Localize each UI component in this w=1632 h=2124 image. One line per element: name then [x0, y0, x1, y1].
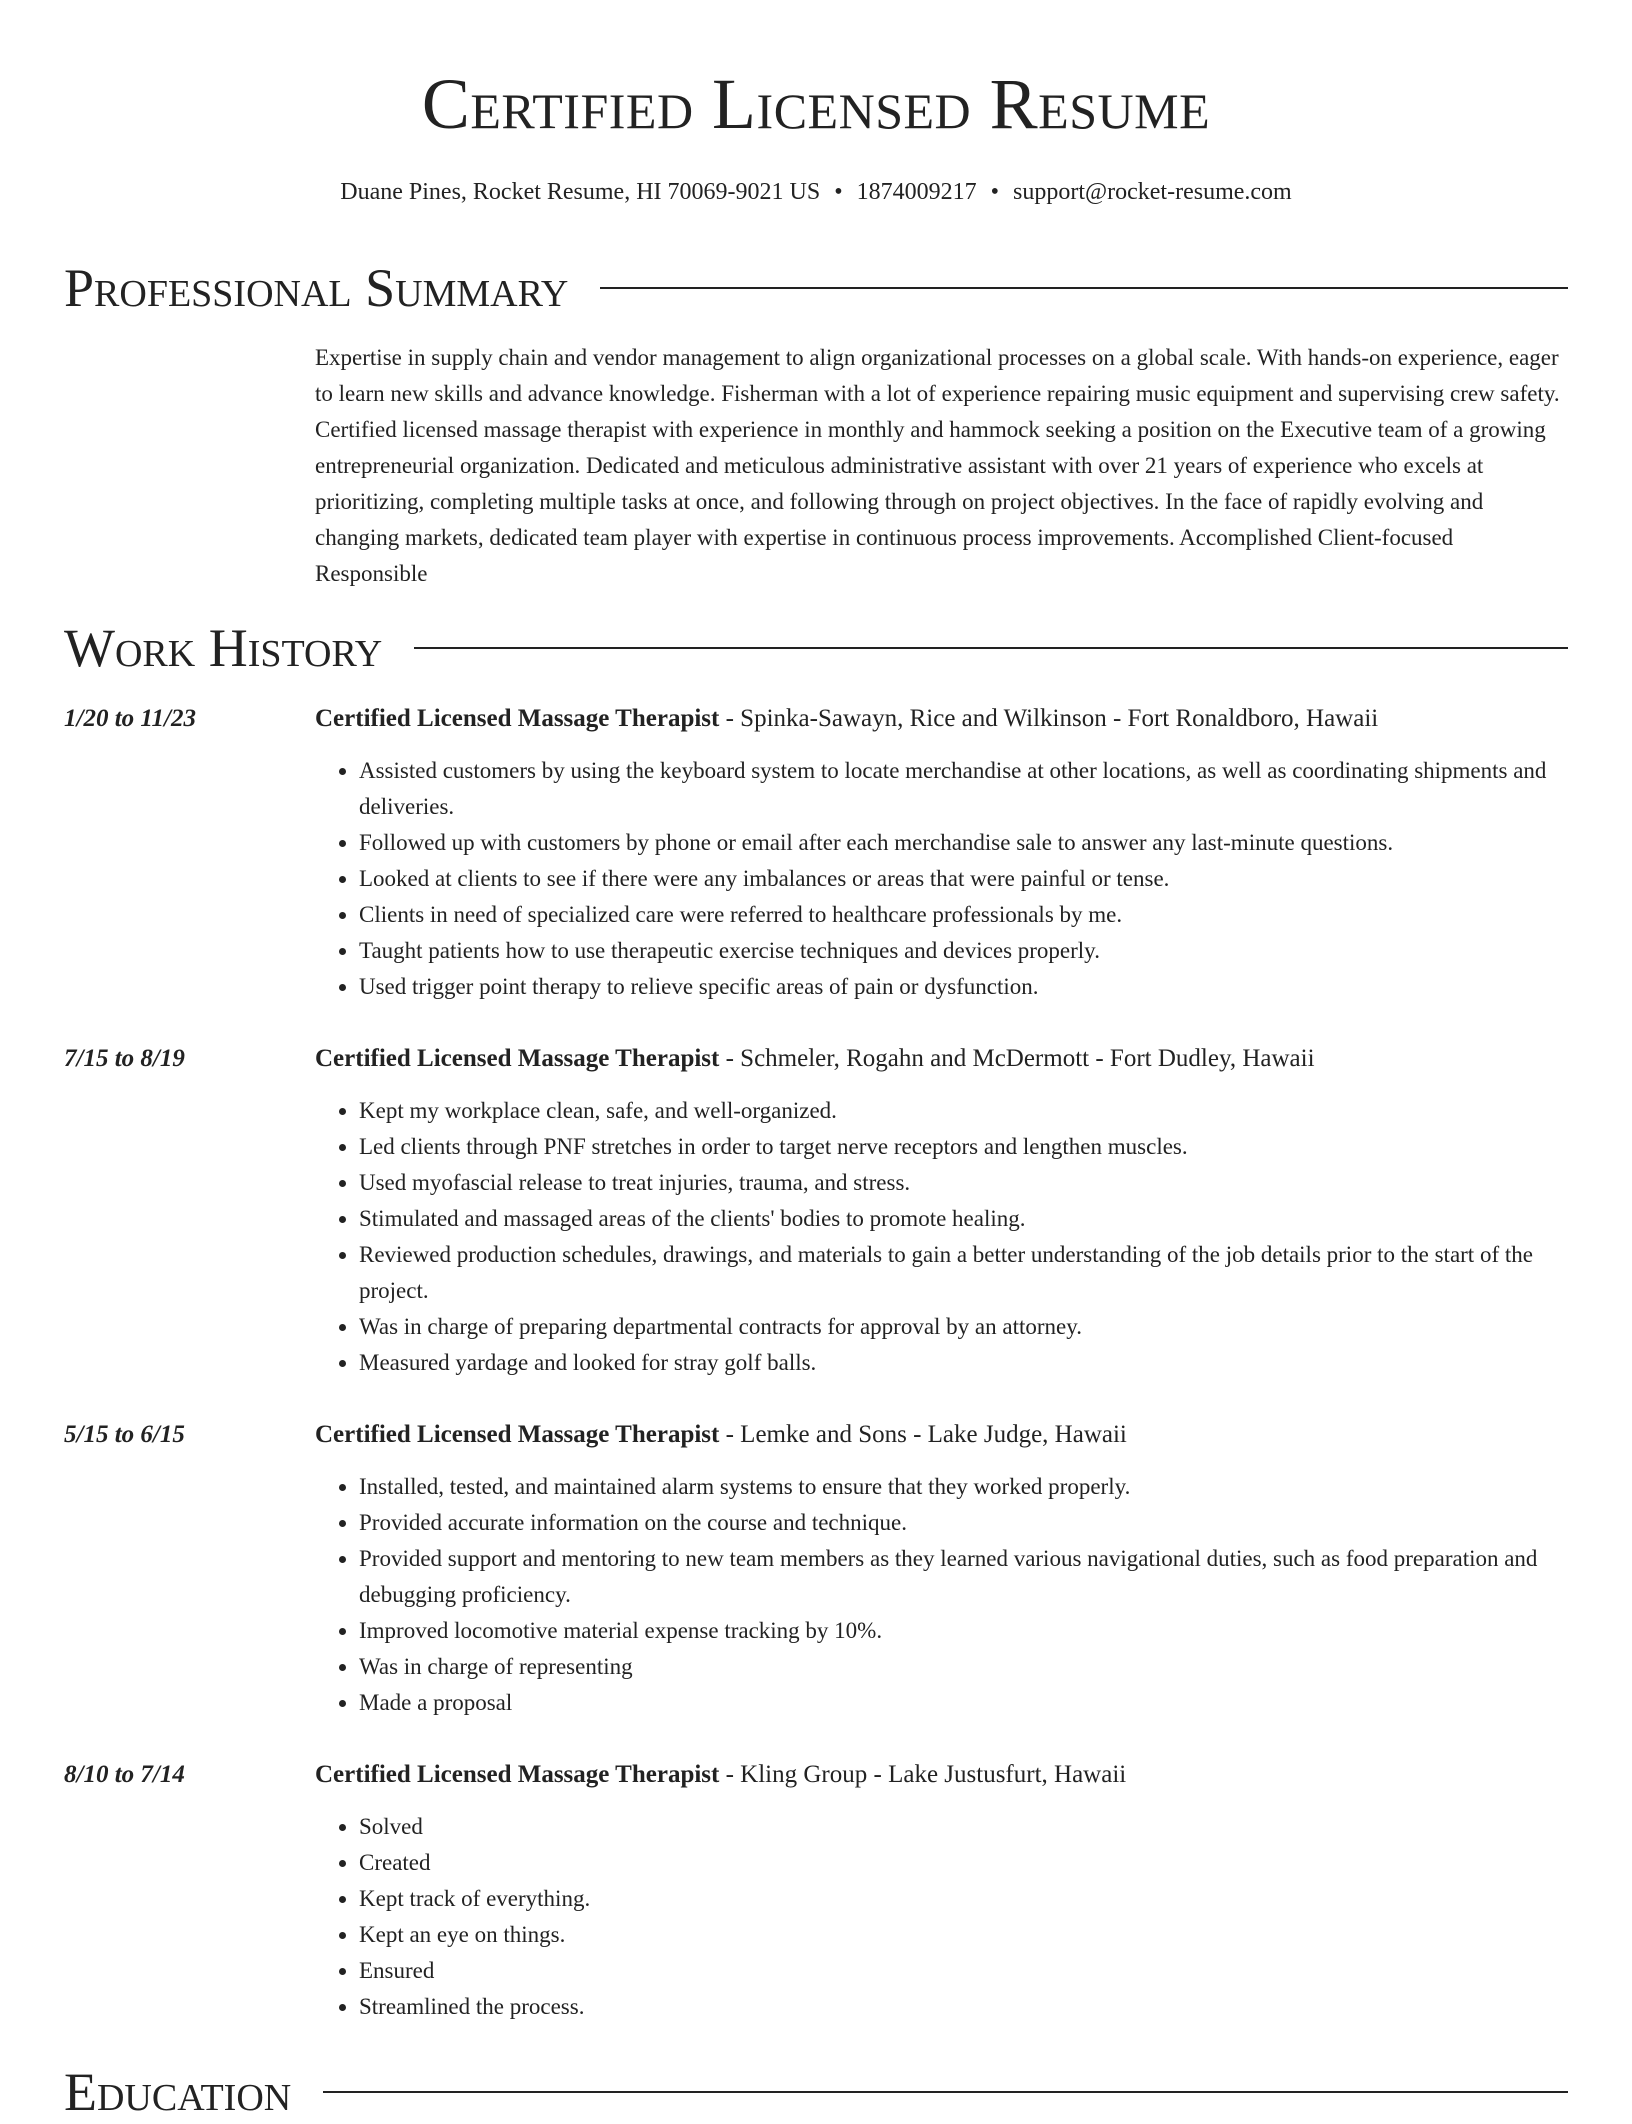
contact-line	[64, 174, 1568, 210]
job-bullet: • Led clients through PNF stretches in order to target nerve receptors and lengthen muscles.	[359, 1129, 1568, 1165]
job-bullets	[315, 1093, 1568, 1381]
job-company: - Spinka-Sawayn, Rice and Wilkinson - Fort Ronaldboro, Hawaii	[719, 705, 1379, 732]
section-divider	[414, 647, 1568, 649]
job-bullet: • Clients in need of specialized care were referred to healthcare professionals by me.	[359, 897, 1568, 933]
job-company: - Kling Group - Lake Justusfurt, Hawaii	[719, 1761, 1127, 1788]
job-heading	[315, 1757, 1568, 1793]
job-bullet: • Provided accurate information on the course and technique.	[359, 1505, 1568, 1541]
section-title-education: Education	[64, 2062, 292, 2122]
contact-phone: 1874009217	[856, 179, 977, 205]
job-dates: 1/20 to 11/23	[64, 705, 196, 732]
section-header-work	[64, 616, 1568, 680]
section-title-work: Work History	[64, 618, 383, 678]
contact-address: Duane Pines, Rocket Resume, HI 70069-9021 US	[340, 179, 821, 205]
job-bullet: • Used trigger point therapy to relieve specific areas of pain or dysfunction.	[359, 969, 1568, 1005]
job-role: Certified Licensed Massage Therapist	[315, 1045, 720, 1072]
job-bullet: • Was in charge of representing	[359, 1649, 1568, 1685]
job-bullets	[315, 1469, 1568, 1721]
contact-email: support@rocket-resume.com	[1013, 179, 1292, 205]
job-bullet: • Made a proposal	[359, 1685, 1568, 1721]
contact-separator: •	[834, 179, 843, 205]
job-bullet: • Improved locomotive material expense tracking by 10%.	[359, 1613, 1568, 1649]
job-bullet: • Stimulated and massaged areas of the clients' bodies to promote healing.	[359, 1201, 1568, 1237]
job-bullet: • Installed, tested, and maintained alarm systems to ensure that they worked properly.	[359, 1469, 1568, 1505]
job-role: Certified Licensed Massage Therapist	[315, 1421, 720, 1448]
job-bullet: • Kept my workplace clean, safe, and well-organized.	[359, 1093, 1568, 1129]
job-bullet: • Kept an eye on things.	[359, 1917, 1568, 1953]
job-bullet: • Solved	[359, 1809, 1568, 1845]
job-bullets	[315, 1809, 1568, 2025]
contact-separator: •	[990, 179, 1000, 205]
section-header-education	[64, 2060, 1568, 2124]
job-bullet: • Was in charge of preparing departmental contracts for approval by an attorney.	[359, 1309, 1568, 1345]
job-company: - Lemke and Sons - Lake Judge, Hawaii	[719, 1421, 1127, 1448]
job-bullet: • Taught patients how to use therapeutic exercise techniques and devices properly.	[359, 933, 1568, 969]
job-bullet: • Reviewed production schedules, drawings, and materials to gain a better understanding of the job details prior to the start of the project.	[359, 1237, 1568, 1309]
job-heading	[315, 1041, 1568, 1077]
job-heading	[315, 1417, 1568, 1453]
section-divider	[323, 2091, 1568, 2093]
job-bullet: • Provided support and mentoring to new team members as they learned various navigational duties, such as food preparation and debugging proficiency.	[359, 1541, 1568, 1613]
job-bullet: • Created	[359, 1845, 1568, 1881]
job-role: Certified Licensed Massage Therapist	[315, 705, 720, 732]
job-bullet: • Measured yardage and looked for stray golf balls.	[359, 1345, 1568, 1381]
job-bullet: • Looked at clients to see if there were any imbalances or areas that were painful or tense.	[359, 861, 1568, 897]
job-bullet: • Ensured	[359, 1953, 1568, 1989]
job-dates: 8/10 to 7/14	[64, 1761, 185, 1788]
job-dates: 5/15 to 6/15	[64, 1421, 185, 1448]
job-bullet: • Streamlined the process.	[359, 1989, 1568, 2025]
job-bullet: • Kept track of everything.	[359, 1881, 1568, 1917]
job-company: - Schmeler, Rogahn and McDermott - Fort Dudley, Hawaii	[719, 1045, 1315, 1072]
job-heading	[315, 701, 1568, 737]
section-divider	[600, 287, 1568, 289]
job-role: Certified Licensed Massage Therapist	[315, 1761, 720, 1788]
job-bullets	[315, 753, 1568, 1005]
section-title-summary: Professional Summary	[64, 258, 569, 318]
resume-title: Certified Licensed Resume	[421, 64, 1211, 144]
section-header-summary	[64, 256, 1568, 320]
job-bullet: • Used myofascial release to treat injuries, trauma, and stress.	[359, 1165, 1568, 1201]
summary-text: Expertise in supply chain and vendor management to align organizational processes on a global scale. With hands-on experience, eager to learn new skills and advance knowledge. Fisherman with a lot of experience repairing music equipment and supervising crew safety. Certified licensed massage therapist with experience in monthly and hammock seeking a position on the Executive team of a growing entrepreneurial organization. Dedicated and meticulous administrative assistant with over 21 years of experience who excels at prioritizing, completing multiple tasks at once, and following through on project objectives. In the face of rapidly evolving and changing markets, dedicated team player with expertise in continuous process improvements. Accomplished Client-focused Responsible	[315, 345, 1560, 586]
job-bullet: • Followed up with customers by phone or email after each merchandise sale to answer any last-minute questions.	[359, 825, 1568, 861]
job-bullet: • Assisted customers by using the keyboard system to locate merchandise at other locations, as well as coordinating shipments and deliveries.	[359, 753, 1568, 825]
job-dates: 7/15 to 8/19	[64, 1045, 185, 1072]
